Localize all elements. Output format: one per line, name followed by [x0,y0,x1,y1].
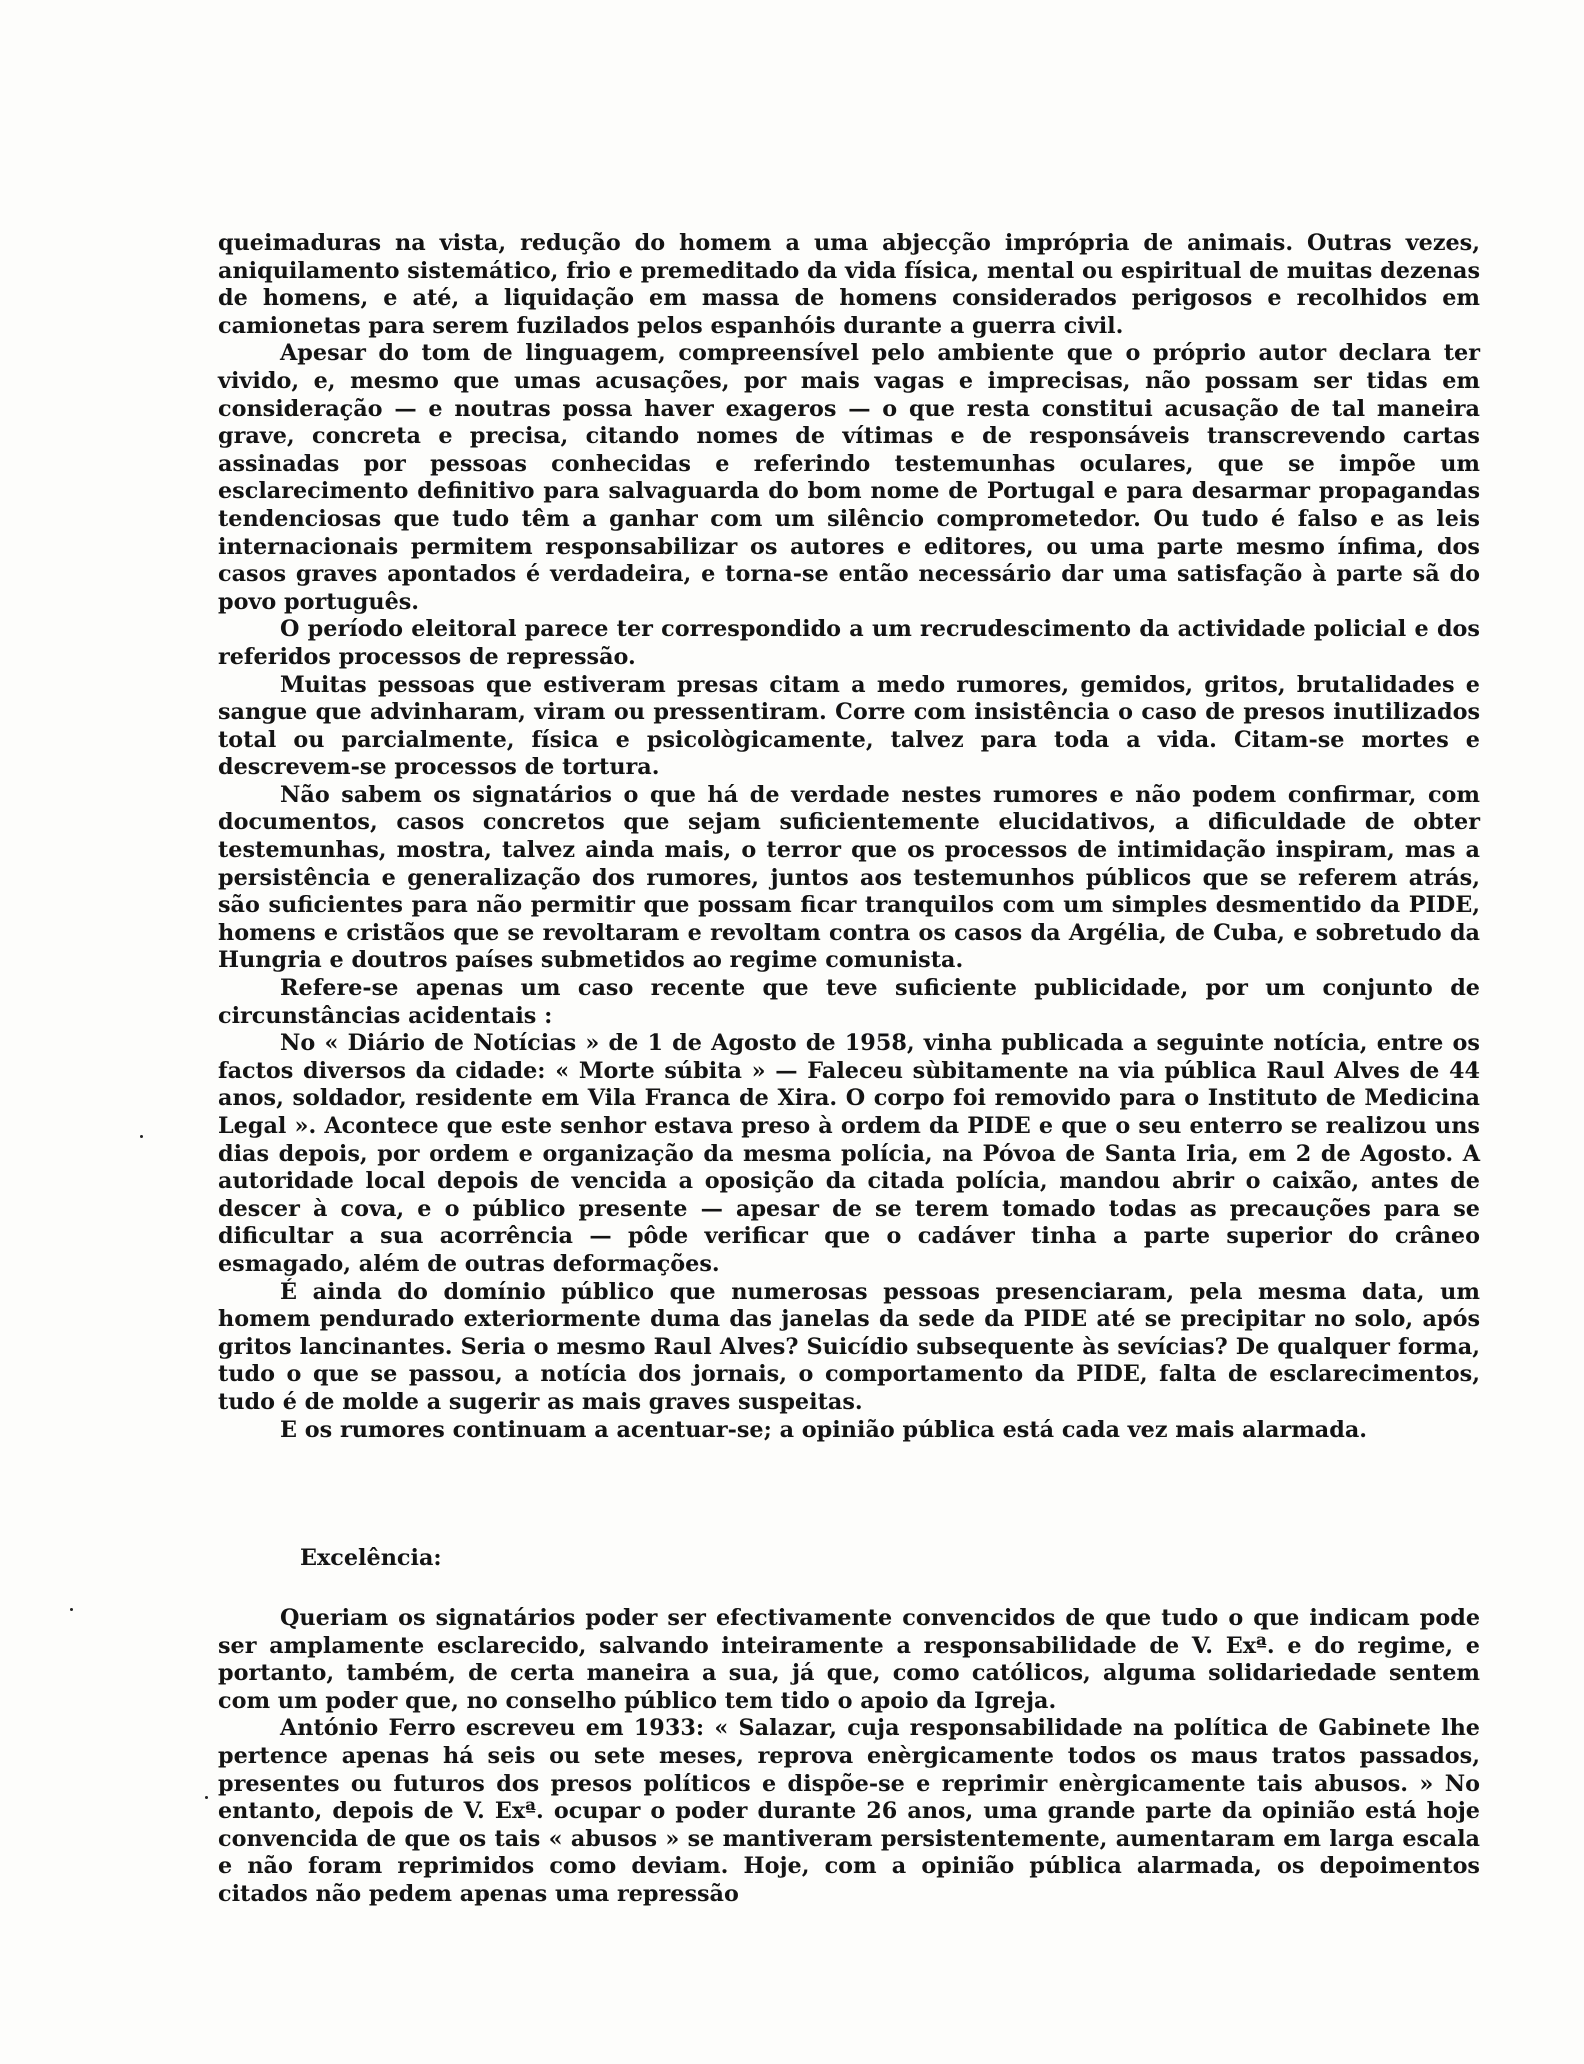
paragraph: António Ferro escreveu em 1933: « Salazar, cuja responsabilidade na política de Gabinete lhe pertence apenas há seis ou sete meses, reprova enèrgicamente todos os maus tratos passados, presentes ou futuros dos presos políticos e dispõe-se e reprimir enèrgicamente tais abusos. » No entanto, depois de V. Exª. ocupar o poder durante 26 anos, uma grande parte da opinião está hoje convencida de que os tais « abusos » se mantiveram persistentemente, aumentaram em larga escala e não foram reprimidos como deviam. Hoje, com a opinião pública alarmada, os depoimentos citados não pedem apenas uma repressão [218,1715,1480,1907]
greeting-block [218,1545,1480,1573]
main-text-block [218,230,1480,1444]
paragraph: queimaduras na vista, redução do homem a uma abjecção imprópria de animais. Outras vezes, aniquilamento sistemático, frio e premeditado da vida física, mental ou espiritual de muitas dezenas de homens, e até, a liquidação em massa de homens considerados perigosos e recolhidos em camionetas para serem fuzilados pelos espanhóis durante a guerra civil. [218,230,1480,339]
paragraph: E os rumores continuam a acentuar-se; a opinião pública está cada vez mais alarmada. [280,1416,1368,1443]
paragraph: No « Diário de Notícias » de 1 de Agosto de 1958, vinha publicada a seguinte notícia, entre os factos diversos da cidade: « Morte súbita » — Faleceu sùbitamente na via pública Raul Alves de 44 anos, soldador, residente em Vila Franca de Xira. O corpo foi removido para o Instituto de Medicina Legal ». Acontece que este senhor estava preso à ordem da PIDE e que o seu enterro se realizou uns dias depois, por ordem e organização da mesma polícia, na Póvoa de Santa Iria, em 2 de Agosto. A autoridade local depois de vencida a oposição da citada polícia, mandou abrir o caixão, antes de descer à cova, e o público presente — apesar de se terem tomado todas as precauções para se dificultar a sua acorrência — pôde verificar que o cadáver tinha a parte superior do crâneo esmagado, além de outras deformações. [218,1030,1480,1277]
paragraph: Refere-se apenas um caso recente que teve suficiente publicidade, por um conjunto de circunstâncias acidentais : [218,975,1480,1029]
paragraph: Muitas pessoas que estiveram presas citam a medo rumores, gemidos, gritos, brutalidades e sangue que advinharam, viram ou pressentiram. Corre com insistência o caso de presos inutilizados total ou parcialmente, física e psicològicamente, talvez para toda a vida. Citam-se mortes e descrevem-se processos de tortura. [218,671,1480,781]
paragraph: Queriam os signatários poder ser efectivamente convencidos de que tudo o que indicam pode ser amplamente esclarecido, salvando inteiramente a responsabilidade de V. Exª. e do regime, e portanto, também, de certa maneira a sua, já que, como católicos, alguma solidariedade sentem com um poder que, no conselho público tem tido o apoio da Igreja. [218,1605,1480,1714]
paragraph: Não sabem os signatários o que há de verdade nestes rumores e não podem confirmar, com documentos, casos concretos que sejam suficientemente elucidativos, a dificuldade de obter testemunhas, mostra, talvez ainda mais, o terror que os processos de intimidação inspiram, mas a persistência e generalização dos rumores, juntos aos testemunhos públicos que se referem atrás, são suficientes para não permitir que possam ficar tranquilos com um simples desmentido da PIDE, homens e cristãos que se revoltaram e revoltam contra os casos da Argélia, de Cuba, e sobretudo da Hungria e doutros países submetidos ao regime comunista. [218,781,1480,974]
closing-text-block [218,1605,1480,1909]
scan-speck [70,1608,73,1611]
salutation: Excelência: [300,1545,442,1571]
scan-speck [205,1796,208,1799]
paragraph: É ainda do domínio público que numerosas pessoas presenciaram, pela mesma data, um homem pendurado exteriormente duma das janelas da sede da PIDE até se precipitar no solo, após gritos lancinantes. Seria o mesmo Raul Alves? Suicídio subsequente às sevícias? De qualquer forma, tudo o que se passou, a notícia dos jornais, o comportamento da PIDE, falta de esclarecimentos, tudo é de molde a sugerir as mais graves suspeitas. [218,1278,1480,1415]
paragraph: O período eleitoral parece ter correspondido a um recrudescimento da actividade policial e dos referidos processos de repressão. [218,616,1480,670]
scan-speck [140,1135,143,1138]
paragraph: Apesar do tom de linguagem, compreensível pelo ambiente que o próprio autor declara ter vivido, e, mesmo que umas acusações, por mais vagas e imprecisas, não possam ser tidas em consideração — e noutras possa haver exageros — o que resta constitui acusação de tal maneira grave, concreta e precisa, citando nomes de vítimas e de responsáveis transcrevendo cartas assinadas por pessoas conhecidas e referindo testemunhas oculares, que se impõe um esclarecimento definitivo para salvaguarda do bom nome de Portugal e para desarmar propagandas tendenciosas que tudo têm a ganhar com um silêncio comprometedor. Ou tudo é falso e as leis internacionais permitem responsabilizar os autores e editores, ou uma parte mesmo ínfima, dos casos graves apontados é verdadeira, e torna-se então necessário dar uma satisfação à parte sã do povo português. [218,340,1480,615]
